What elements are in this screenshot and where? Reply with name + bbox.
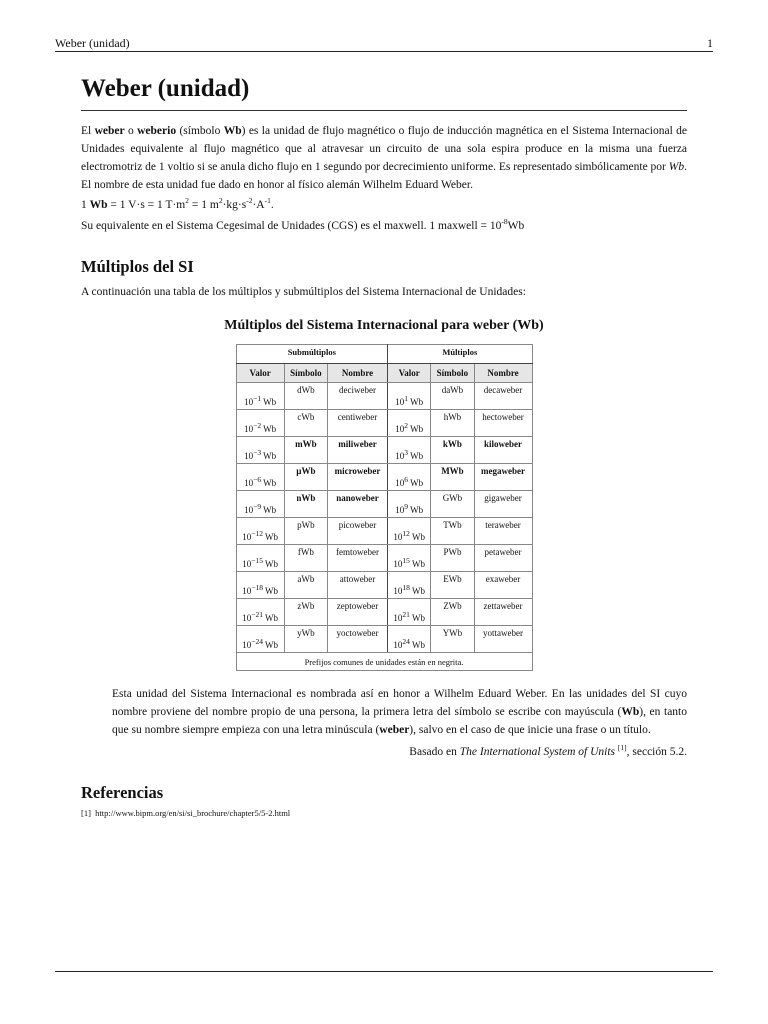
table-row — [236, 545, 532, 572]
reference-link[interactable]: http://www.bipm.org/en/si/si_brochure/chapter5/5-2.html — [95, 808, 291, 818]
mult-symbol-cell: PWb — [431, 545, 474, 572]
mult-symbol-cell: daWb — [431, 383, 474, 410]
symbol-wb-italic: Wb — [668, 161, 685, 173]
sub-name-cell: deciweber — [327, 383, 387, 410]
formula: 1 Wb = 1 V·s = 1 $T\cdot m^2 = 1$ $m^2\cdot kg\cdot s^{-2}\cdot A^{-1}$. — [81, 196, 274, 211]
sub-symbol-cell: fWb — [284, 545, 327, 572]
group-header-submultiples: Submúltiplos — [236, 345, 388, 364]
reference-item — [81, 808, 687, 818]
sub-name-cell: nanoweber — [327, 491, 387, 518]
intro-paragraph: El weber o weberio (símbolo Wb) es la unidad de flujo magnético o flujo de inducción magnética en el Sistema Internacional de Unidades equivalente al flujo magnético que al atravesar un circuito de una sola espira produce en la misma una fuerza electromotriz de 1 voltio si se anula dicho flujo en 1 segundo por decrecimiento uniforme. Es representado simbólicamente por Wb. El nombre de esta unidad fue dado en honor al físico alemán Wilhelm Eduard Weber. — [81, 125, 688, 191]
mult-symbol-cell: MWb — [431, 464, 474, 491]
section-heading-references: Referencias — [81, 783, 164, 802]
sub-name-cell: picoweber — [327, 518, 387, 545]
sub-symbol-cell: pWb — [284, 518, 327, 545]
mult-symbol-cell: YWb — [431, 626, 474, 653]
mult-name-cell: gigaweber — [474, 491, 532, 518]
term-weber: weber — [94, 125, 125, 137]
sub-value-cell: $10^{-2}$ Wb — [236, 410, 284, 437]
sub-symbol-cell: cWb — [284, 410, 327, 437]
sub-name-cell: femtoweber — [327, 545, 387, 572]
source-title: The International System of Units — [459, 746, 616, 758]
sub-value-cell: $10^{-1}$ Wb — [236, 383, 284, 410]
running-header-title: Weber (unidad) — [55, 36, 130, 50]
sub-symbol-cell: nWb — [284, 491, 327, 518]
table-caption: Múltiplos del Sistema Internacional para weber (Wb) — [224, 318, 544, 333]
mult-symbol-cell: ZWb — [431, 599, 474, 626]
mult-value-cell: $10^3$ Wb — [388, 437, 431, 464]
group-header-multiples: Múltiplos — [388, 345, 532, 364]
sub-value-cell: $10^{-15}$ Wb — [236, 545, 284, 572]
mult-value-cell: $10^{21}$ Wb — [388, 599, 431, 626]
mult-value-cell: $10^6$ Wb — [388, 464, 431, 491]
mult-name-cell: exaweber — [474, 572, 532, 599]
mult-name-cell: decaweber — [474, 383, 532, 410]
table-row — [236, 572, 532, 599]
mult-value-cell: $10^{12}$ Wb — [388, 518, 431, 545]
mult-name-cell: hectoweber — [474, 410, 532, 437]
table-row — [236, 383, 532, 410]
mult-name-cell: teraweber — [474, 518, 532, 545]
col-header-value: Valor — [236, 364, 284, 383]
mult-symbol-cell: TWb — [431, 518, 474, 545]
citation-link[interactable]: [1] — [617, 743, 627, 753]
mult-value-cell: $10^{15}$ Wb — [388, 545, 431, 572]
mult-name-cell: petaweber — [474, 545, 532, 572]
table-row — [236, 491, 532, 518]
sub-value-cell: $10^{-6}$ Wb — [236, 464, 284, 491]
sub-name-cell: zeptoweber — [327, 599, 387, 626]
mult-symbol-cell: hWb — [431, 410, 474, 437]
sub-symbol-cell: µWb — [284, 464, 327, 491]
si-multiples-table — [236, 344, 533, 671]
article-body — [81, 74, 687, 818]
term-weberio: weberio — [137, 125, 177, 137]
sub-value-cell: $10^{-18}$ Wb — [236, 572, 284, 599]
table-row — [236, 464, 532, 491]
multiples-intro: A continuación una tabla de los múltiplos y submúltiplos del Sistema Internacional de Unidades: — [81, 286, 526, 298]
sub-name-cell: microweber — [327, 464, 387, 491]
source-attribution: Basado en The International System of Units [1], sección 5.2. — [409, 743, 687, 758]
sub-value-cell: $10^{-21}$ Wb — [236, 599, 284, 626]
symbol-wb: Wb — [223, 125, 242, 137]
sub-symbol-cell: aWb — [284, 572, 327, 599]
sub-value-cell: $10^{-12}$ Wb — [236, 518, 284, 545]
sub-value-cell: $10^{-24}$ Wb — [236, 626, 284, 653]
sub-name-cell: attoweber — [327, 572, 387, 599]
sub-name-cell: miliweber — [327, 437, 387, 464]
sub-value-cell: $10^{-3}$ Wb — [236, 437, 284, 464]
title-rule — [81, 110, 687, 111]
running-header — [55, 36, 713, 51]
table-footnote: Prefijos comunes de unidades están en negrita. — [236, 653, 532, 671]
mult-name-cell: zettaweber — [474, 599, 532, 626]
footer-rule — [55, 971, 713, 972]
sub-name-cell: yoctoweber — [327, 626, 387, 653]
mult-symbol-cell: GWb — [431, 491, 474, 518]
mult-value-cell: $10^{18}$ Wb — [388, 572, 431, 599]
table-row — [236, 437, 532, 464]
sub-value-cell: $10^{-9}$ Wb — [236, 491, 284, 518]
page-title: Weber (unidad) — [81, 75, 250, 102]
col-header-symbol: Símbolo — [431, 364, 474, 383]
col-header-value: Valor — [388, 364, 431, 383]
header-rule — [55, 51, 713, 52]
cgs-equivalent: Su equivalente en el Sistema Cegesimal de Unidades (CGS) es el maxwell. 1 maxwell = $10^{-8}Wb$ — [81, 217, 525, 232]
sub-name-cell: centiweber — [327, 410, 387, 437]
mult-symbol-cell: EWb — [431, 572, 474, 599]
table-row — [236, 626, 532, 653]
col-header-name: Nombre — [327, 364, 387, 383]
honor-paragraph: Esta unidad del Sistema Internacional es nombrada así en honor a Wilhelm Eduard Weber. En las unidades del SI cuyo nombre proviene del nombre propio de una persona, la primera letra del símbolo se escribe con mayúscula (Wb), en tanto que su nombre siempre empieza con una letra minúscula (weber), salvo en el caso de que inicie una frase o un título. — [112, 688, 687, 736]
mult-value-cell: $10^1$ Wb — [388, 383, 431, 410]
sub-symbol-cell: dWb — [284, 383, 327, 410]
reference-label: [1] — [81, 808, 91, 818]
section-heading-multiples: Múltiplos del SI — [81, 257, 194, 276]
mult-symbol-cell: kWb — [431, 437, 474, 464]
mult-value-cell: $10^{24}$ Wb — [388, 626, 431, 653]
col-header-name: Nombre — [474, 364, 532, 383]
col-header-symbol: Símbolo — [284, 364, 327, 383]
mult-name-cell: megaweber — [474, 464, 532, 491]
table-row — [236, 410, 532, 437]
mult-value-cell: $10^2$ Wb — [388, 410, 431, 437]
reference-list — [81, 808, 687, 818]
mult-name-cell: kiloweber — [474, 437, 532, 464]
page-number: 1 — [707, 36, 713, 50]
mult-value-cell: $10^9$ Wb — [388, 491, 431, 518]
sub-symbol-cell: zWb — [284, 599, 327, 626]
sub-symbol-cell: mWb — [284, 437, 327, 464]
table-row — [236, 518, 532, 545]
sub-symbol-cell: yWb — [284, 626, 327, 653]
table-row — [236, 599, 532, 626]
mult-name-cell: yottaweber — [474, 626, 532, 653]
